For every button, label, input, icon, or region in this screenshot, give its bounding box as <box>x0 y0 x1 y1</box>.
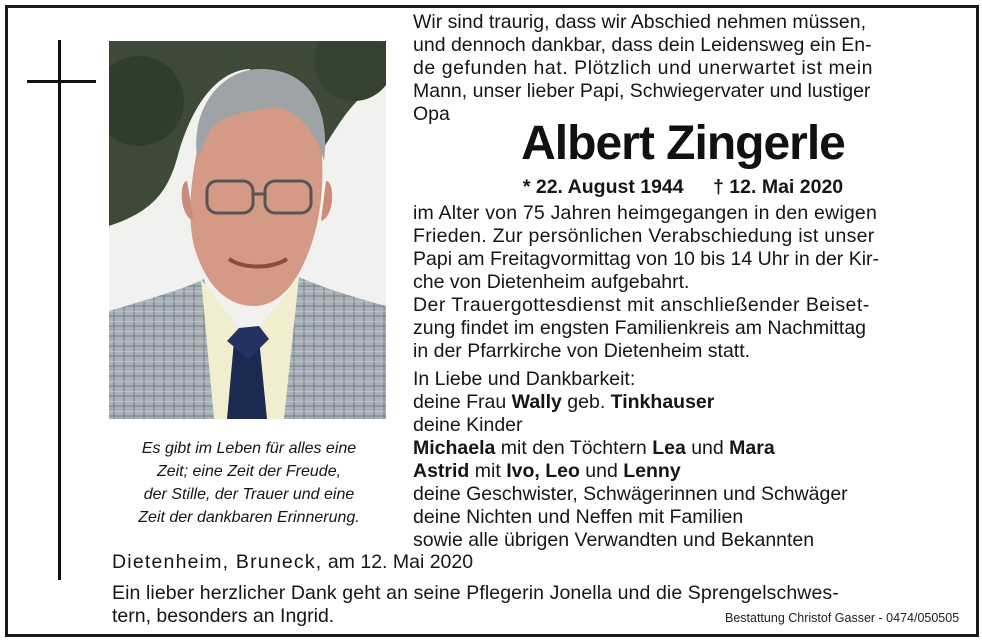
body-line: Frieden. Zur persönlichen Verabschiedung ist unser <box>413 225 875 247</box>
mourner-siblings: deine Geschwister, Schwägerinnen und Schwäger <box>413 483 848 505</box>
body-line: Papi am Freitagvormittag von 10 bis 14 Uhr in der Kir- <box>413 248 880 270</box>
body-line: che von Dietenheim aufgebahrt. <box>413 271 690 293</box>
quote-line: Es gibt im Leben für alles eine <box>141 440 357 457</box>
mourner-wife: deine Frau Wally geb. Tinkhauser <box>413 391 715 413</box>
body-line: Der Trauergottesdienst mit anschließender Beiset- <box>413 294 870 316</box>
thanks-line: Ein lieber herzlicher Dank geht an seine Pflegerin Jonella und die Sprengelschwes- <box>112 582 839 604</box>
cross-icon-bar <box>27 80 96 83</box>
body-line: zung findet im engsten Familienkreis am Nachmittag <box>413 317 867 339</box>
children-label: deine Kinder <box>413 414 523 436</box>
quote-line: Zeit; eine Zeit der Freude, <box>156 463 342 480</box>
intro-line: de gefunden hat. Plötzlich und unerwartet ist mein <box>413 57 874 79</box>
intro-line: Mann, unser lieber Papi, Schwiegervater und lustiger <box>413 80 871 102</box>
place-and-date: Dietenheim, Bruneck, am 12. Mai 2020 <box>112 551 474 573</box>
quote-line: Zeit der dankbaren Erinnerung. <box>138 509 360 526</box>
mourner-child: Michaela mit den Töchtern Lea und Mara <box>413 437 775 459</box>
quote-line: der Stille, der Trauer und eine <box>143 486 355 503</box>
funeral-home: Bestattung Christof Gasser - 0474/050505 <box>725 611 960 625</box>
life-dates <box>412 176 954 199</box>
thanks-line: tern, besonders an Ingrid. <box>112 605 335 627</box>
deceased-name: Albert Zingerle <box>521 117 845 170</box>
memorial-quote <box>108 437 390 529</box>
intro-line: Opa <box>413 103 450 125</box>
mourner-child: Astrid mit Ivo, Leo und Lenny <box>413 460 681 482</box>
birth-date: * 22. August 1944 <box>522 176 684 198</box>
cross-icon <box>58 40 61 580</box>
mourners-intro: In Liebe und Dankbarkeit: <box>413 368 636 390</box>
mourner-others: sowie alle übrigen Verwandten und Bekannten <box>413 529 815 551</box>
portrait-photo <box>109 41 386 419</box>
body-line: in der Pfarrkirche von Dietenheim statt. <box>413 340 751 362</box>
intro-line: und dennoch dankbar, dass dein Leidensweg ein En- <box>413 34 872 56</box>
death-date: † 12. Mai 2020 <box>713 176 844 198</box>
body-line: im Alter von 75 Jahren heimgegangen in den ewigen <box>413 202 878 224</box>
intro-line: Wir sind traurig, dass wir Abschied nehmen müssen, <box>413 11 867 33</box>
mourner-nieces: deine Nichten und Neffen mit Familien <box>413 506 744 528</box>
